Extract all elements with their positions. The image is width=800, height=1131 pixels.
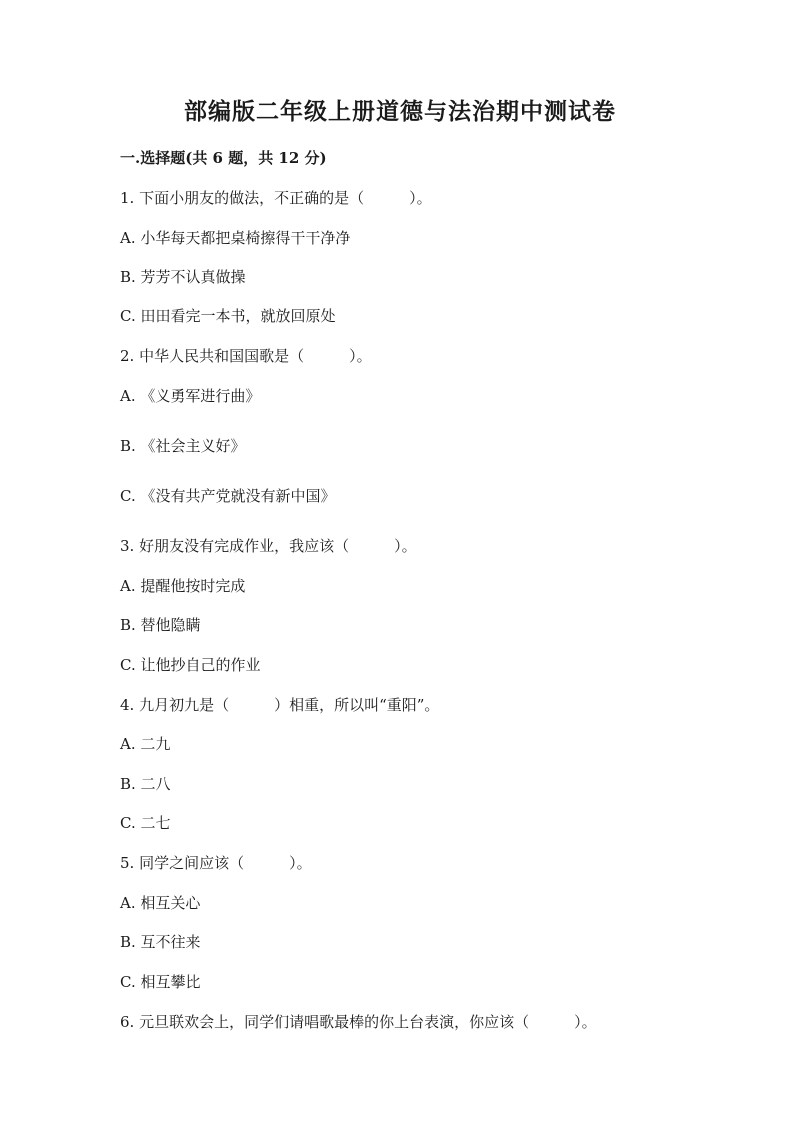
question-2-option-a: A. 《义勇军进行曲》 — [120, 387, 261, 405]
question-1-stem: 1. 下面小朋友的做法，不正确的是（ ）。 — [120, 189, 432, 207]
question-4-option-c: C. 二七 — [120, 814, 171, 832]
question-5-option-c: C. 相互攀比 — [120, 973, 201, 991]
question-3-option-a: A. 提醒他按时完成 — [120, 577, 246, 595]
question-3-option-b: B. 替他隐瞒 — [120, 616, 201, 634]
question-2-option-c: C. 《没有共产党就没有新中国》 — [120, 487, 336, 505]
question-4-stem: 4. 九月初九是（ ）相重，所以叫“重阳”。 — [120, 696, 440, 714]
question-5-option-b: B. 互不往来 — [120, 933, 201, 951]
question-2-option-b: B. 《社会主义好》 — [120, 437, 246, 455]
question-4-option-b: B. 二八 — [120, 775, 171, 793]
page-title: 部编版二年级上册道德与法治期中测试卷 — [184, 98, 616, 125]
question-3-stem: 3. 好朋友没有完成作业，我应该（ ）。 — [120, 537, 417, 555]
question-2-stem: 2. 中华人民共和国国歌是（ ）。 — [120, 347, 372, 365]
question-1-option-a: A. 小华每天都把桌椅擦得干干净净 — [120, 229, 351, 247]
question-4-option-a: A. 二九 — [120, 735, 171, 753]
question-1-option-c: C. 田田看完一本书，就放回原处 — [120, 307, 336, 325]
question-6-stem: 6. 元旦联欢会上，同学们请唱歌最棒的你上台表演，你应该（ ）。 — [120, 1013, 597, 1031]
question-3-option-c: C. 让他抄自己的作业 — [120, 656, 261, 674]
question-5-stem: 5. 同学之间应该（ ）。 — [120, 854, 312, 872]
section-heading: 一.选择题(共 6 题，共 12 分) — [120, 149, 327, 167]
question-5-option-a: A. 相互关心 — [120, 894, 201, 912]
question-1-option-b: B. 芳芳不认真做操 — [120, 268, 246, 286]
